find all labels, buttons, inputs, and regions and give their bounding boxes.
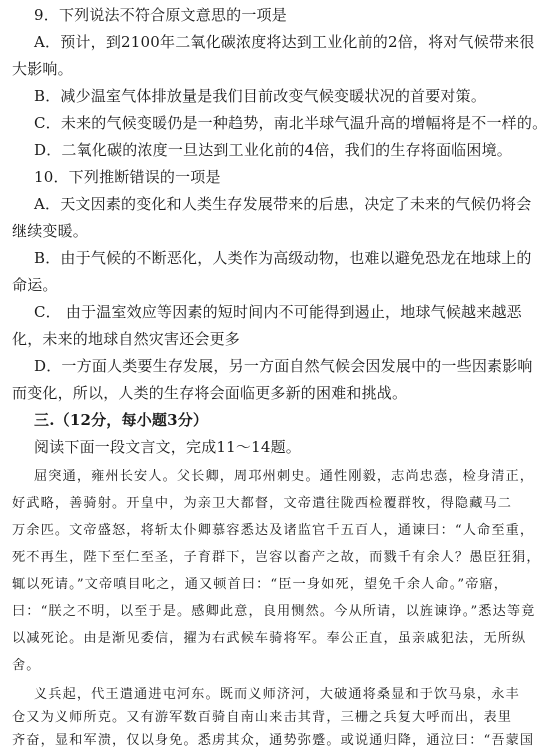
question-9-stem: 9．下列说法不符合原文意思的一项是 — [34, 6, 287, 24]
passage-line: 辄以死请。”文帝嗔目叱之，通又顿首曰：“臣一身如死，望免千余人命。”帝寤， — [12, 577, 509, 592]
passage-line: 齐奋，显和军溃，仅以身免。悉虏其众，通势弥蹙。或说通归降，通泣曰：“吾蒙国 — [12, 733, 535, 748]
passage-line: 义兵起，代王遣通进屯河东。既而义师济河，大破通将桑显和于饮马泉，永丰 — [34, 687, 520, 702]
question-9-option-a: A．预计，到2100年二氧化碳浓度将达到工业化前的2倍，将对气候带来很 — [34, 33, 535, 51]
question-10-option-c: C． 由于温室效应等因素的短时间内不可能得到遏止，地球气候越来越恶 — [34, 303, 522, 321]
question-10-option-b-continued: 命运。 — [12, 276, 58, 294]
passage-line: 好武略，善骑射。开皇中，为亲卫大都督，文帝遣往陇西检覆群牧，得隐藏马二 — [12, 496, 513, 511]
question-10-stem: 10．下列推断错误的一项是 — [34, 168, 221, 186]
passage-line: 以减死论。由是渐见委信，擢为右武候车骑将军。奉公正直，虽亲戚犯法，无所纵 — [12, 631, 527, 646]
passage-line: 死不再生，陛下至仁至圣，子育群下，岂容以畜产之故，而戮千有余人？愚臣狂狷， — [12, 550, 541, 565]
question-9-option-c: C．未来的气候变暖仍是一种趋势，南北半球气温升高的增幅将是不一样的。 — [34, 114, 548, 132]
question-10-option-b: B．由于气候的不断恶化，人类作为高级动物，也难以避免恐龙在地球上的 — [34, 249, 532, 267]
question-9-option-d: D．二氧化碳的浓度一旦达到工业化前的4倍，我们的生存将面临困境。 — [34, 141, 512, 159]
passage-line: 舍。 — [12, 658, 41, 673]
question-10-option-c-continued: 化，未来的地球自然灾害还会更多 — [12, 330, 241, 348]
passage-line: 万余匹。文帝盛怒，将斩太仆卿慕容悉达及诸监官千五百人，通谏曰：“人命至重， — [12, 523, 535, 538]
question-9-option-b: B．减少温室气体排放量是我们目前改变气候变暖状况的首要对策。 — [34, 87, 487, 105]
section-3-title: 三.（12分，每小题3分） — [34, 411, 209, 429]
section-3-instruction: 阅读下面一段文言文，完成11～14题。 — [34, 438, 301, 456]
passage-line: 仓又为义师所克。又有游军数百骑自南山来击其背，三栅之兵复大呼而出，表里 — [12, 710, 513, 725]
question-10-option-a: A．天文因素的变化和人类生存发展带来的后患，决定了未来的气候仍将会 — [34, 195, 532, 213]
question-10-option-d: D．一方面人类要生存发展，另一方面自然气候会因发展中的一些因素影响 — [34, 357, 533, 375]
question-9-option-a-continued: 大影响。 — [12, 60, 73, 78]
question-10-option-d-continued: 而变化，所以，人类的生存将会面临更多新的困难和挑战。 — [12, 384, 408, 402]
passage-line: 屈突通，雍州长安人。父长卿，周邛州刺史。通性刚毅，志尚忠悫，检身清正， — [34, 469, 535, 484]
question-10-option-a-continued: 继续变暖。 — [12, 222, 89, 240]
passage-line: 曰：“朕之不明，以至于是。感卿此意，良用恻然。今从所请，以旌谏诤。”悉达等竟 — [12, 604, 536, 619]
